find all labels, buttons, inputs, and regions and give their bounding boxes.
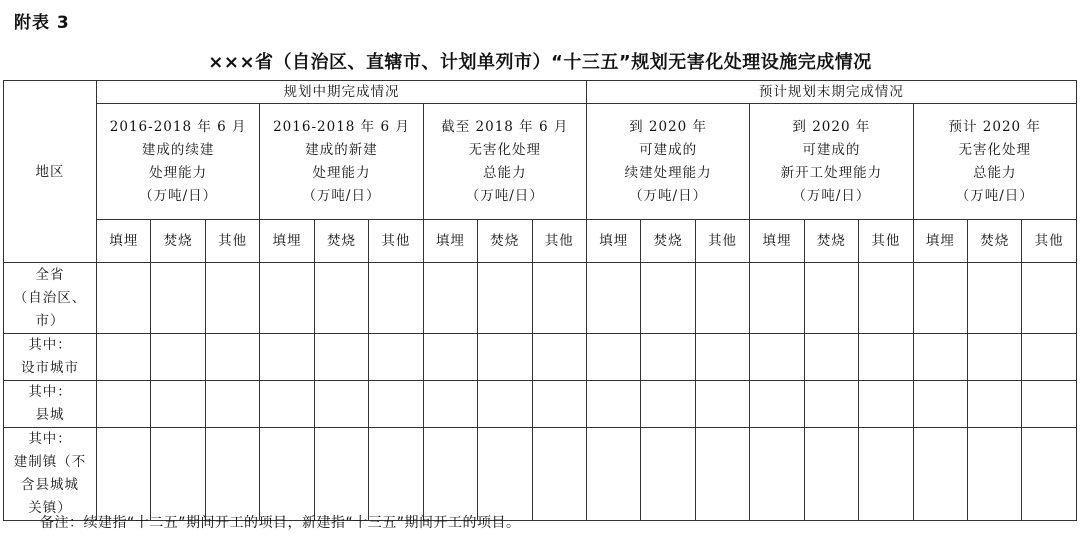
table-row bbox=[4, 381, 1077, 428]
table-cell bbox=[369, 428, 423, 521]
table-cell bbox=[641, 334, 695, 381]
table-cell bbox=[151, 263, 205, 334]
table-cell bbox=[586, 428, 640, 521]
method-header: 其他 bbox=[1022, 220, 1076, 263]
table-cell bbox=[586, 381, 640, 428]
region-header: 地区 bbox=[4, 81, 97, 263]
table-cell bbox=[859, 381, 913, 428]
table-row bbox=[4, 428, 1077, 521]
table-cell bbox=[423, 381, 477, 428]
row-label: 其中： 县城 bbox=[4, 381, 97, 428]
table-cell bbox=[97, 334, 151, 381]
table-cell bbox=[369, 263, 423, 334]
table-cell bbox=[1022, 428, 1076, 521]
method-header: 其他 bbox=[205, 220, 259, 263]
table-cell bbox=[478, 381, 532, 428]
row-label: 其中： 建制镇（不 含县城城 关镇） bbox=[4, 428, 97, 521]
table-cell bbox=[205, 263, 259, 334]
table-cell bbox=[968, 381, 1022, 428]
table-cell bbox=[260, 428, 314, 521]
table-cell bbox=[750, 334, 804, 381]
table-cell bbox=[314, 263, 368, 334]
method-header: 其他 bbox=[532, 220, 586, 263]
table-cell bbox=[586, 334, 640, 381]
table-cell bbox=[695, 428, 749, 521]
facility-completion-table bbox=[3, 80, 1077, 521]
table-cell bbox=[913, 334, 967, 381]
table-row bbox=[4, 263, 1077, 334]
table-cell bbox=[968, 428, 1022, 521]
method-header: 其他 bbox=[369, 220, 423, 263]
table-cell bbox=[804, 334, 858, 381]
table-cell bbox=[913, 428, 967, 521]
table-cell bbox=[695, 381, 749, 428]
table-cell bbox=[151, 334, 205, 381]
table-cell bbox=[423, 334, 477, 381]
footnote: 备注：续建指“十二五”期间开工的项目，新建指“十三五”期间开工的项目。 bbox=[40, 515, 521, 531]
table-cell bbox=[859, 334, 913, 381]
table-cell bbox=[423, 428, 477, 521]
table-cell bbox=[804, 428, 858, 521]
table-cell bbox=[859, 428, 913, 521]
table-cell bbox=[478, 334, 532, 381]
method-header: 填埋 bbox=[750, 220, 804, 263]
table-cell bbox=[260, 381, 314, 428]
table-cell bbox=[260, 334, 314, 381]
table-cell bbox=[314, 334, 368, 381]
table-cell bbox=[369, 334, 423, 381]
table-cell bbox=[804, 263, 858, 334]
table-cell bbox=[968, 334, 1022, 381]
method-header: 其他 bbox=[695, 220, 749, 263]
table-cell bbox=[695, 263, 749, 334]
table-cell bbox=[859, 263, 913, 334]
table-cell bbox=[750, 381, 804, 428]
table-cell bbox=[369, 381, 423, 428]
table-cell bbox=[97, 428, 151, 521]
table-cell bbox=[804, 381, 858, 428]
table-cell bbox=[695, 334, 749, 381]
table-cell bbox=[423, 263, 477, 334]
method-header: 焚烧 bbox=[641, 220, 695, 263]
method-header: 焚烧 bbox=[314, 220, 368, 263]
subgroup-header: 到 2020 年 可建成的 新开工处理能力 （万吨/日） bbox=[750, 104, 913, 220]
table-cell bbox=[913, 381, 967, 428]
table-cell bbox=[750, 428, 804, 521]
table-title: ×××省（自治区、直辖市、计划单列市）“十三五”规划无害化处理设施完成情况 bbox=[208, 52, 872, 73]
table-cell bbox=[314, 381, 368, 428]
table-cell bbox=[205, 428, 259, 521]
table-cell bbox=[205, 334, 259, 381]
row-label: 全省 （自治区、 市） bbox=[4, 263, 97, 334]
table-cell bbox=[205, 381, 259, 428]
table-row bbox=[4, 334, 1077, 381]
table-cell bbox=[97, 381, 151, 428]
table-cell bbox=[641, 381, 695, 428]
group-end-header: 预计规划末期完成情况 bbox=[586, 81, 1076, 104]
table-cell bbox=[532, 381, 586, 428]
method-header: 焚烧 bbox=[804, 220, 858, 263]
table-cell bbox=[641, 428, 695, 521]
method-header: 焚烧 bbox=[968, 220, 1022, 263]
table-cell bbox=[478, 428, 532, 521]
table-cell bbox=[151, 381, 205, 428]
table-cell bbox=[1022, 381, 1076, 428]
table-cell bbox=[532, 428, 586, 521]
table-cell bbox=[314, 428, 368, 521]
method-header: 填埋 bbox=[423, 220, 477, 263]
table-cell bbox=[1022, 334, 1076, 381]
method-header: 填埋 bbox=[97, 220, 151, 263]
subgroup-header: 2016-2018 年 6 月 建成的续建 处理能力 （万吨/日） bbox=[97, 104, 260, 220]
method-header: 填埋 bbox=[586, 220, 640, 263]
header-row-groups bbox=[4, 81, 1077, 104]
table-cell bbox=[532, 334, 586, 381]
header-row-methods bbox=[4, 220, 1077, 263]
table-cell bbox=[151, 428, 205, 521]
method-header: 填埋 bbox=[260, 220, 314, 263]
table-cell bbox=[750, 263, 804, 334]
subgroup-header: 预计 2020 年 无害化处理 总能力 （万吨/日） bbox=[913, 104, 1076, 220]
table-cell bbox=[478, 263, 532, 334]
table-cell bbox=[968, 263, 1022, 334]
method-header: 填埋 bbox=[913, 220, 967, 263]
table-cell bbox=[532, 263, 586, 334]
subgroup-header: 到 2020 年 可建成的 续建处理能力 （万吨/日） bbox=[586, 104, 749, 220]
table-cell bbox=[641, 263, 695, 334]
group-mid-header: 规划中期完成情况 bbox=[97, 81, 587, 104]
subgroup-header: 2016-2018 年 6 月 建成的新建 处理能力 （万吨/日） bbox=[260, 104, 423, 220]
method-header: 焚烧 bbox=[151, 220, 205, 263]
row-label: 其中： 设市城市 bbox=[4, 334, 97, 381]
method-header: 其他 bbox=[859, 220, 913, 263]
table-cell bbox=[1022, 263, 1076, 334]
annex-label: 附表 3 bbox=[14, 13, 70, 33]
table-cell bbox=[586, 263, 640, 334]
table-cell bbox=[97, 263, 151, 334]
header-row-subgroups bbox=[4, 104, 1077, 220]
table-cell bbox=[260, 263, 314, 334]
subgroup-header: 截至 2018 年 6 月 无害化处理 总能力 （万吨/日） bbox=[423, 104, 586, 220]
table-cell bbox=[913, 263, 967, 334]
method-header: 焚烧 bbox=[478, 220, 532, 263]
